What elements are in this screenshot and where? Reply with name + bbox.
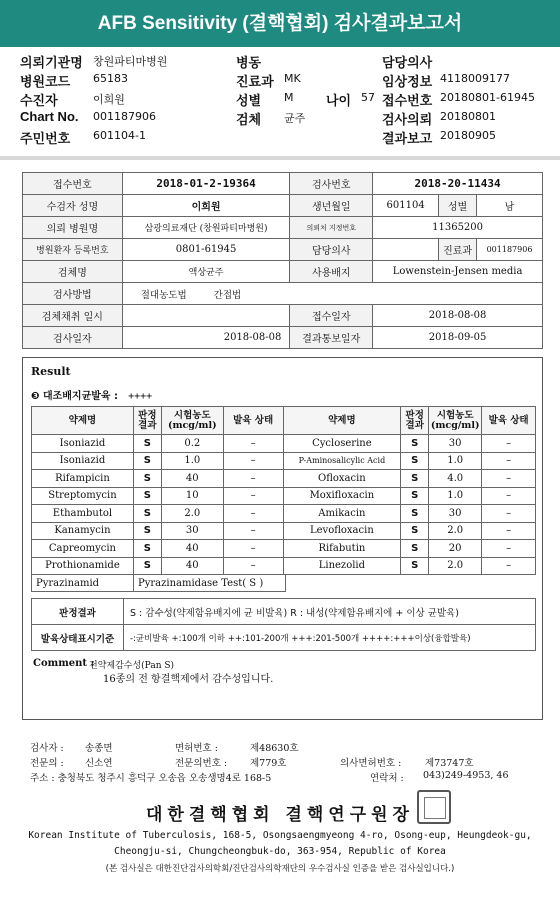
info-label: 검체명: [23, 261, 123, 283]
result-cell: S: [401, 470, 429, 488]
info-label: 의뢰 병원명: [23, 217, 123, 239]
col-header: 약제명: [283, 407, 401, 435]
concentration-cell: 4.0: [429, 470, 482, 488]
contact-label: 연락처 :: [370, 773, 404, 784]
result-cell: S: [401, 487, 429, 505]
agency-number-value: 11365200: [373, 217, 543, 239]
chart-no-value: 001187906: [93, 110, 156, 123]
result-report-value: 20180905: [440, 129, 496, 142]
growth-cell: –: [482, 452, 536, 470]
table-row: [32, 557, 536, 575]
control-culture-value: ++++: [128, 391, 153, 402]
drug-name-cell: Rifabutin: [283, 540, 401, 558]
growth-cell: –: [482, 435, 536, 453]
growth-cell: –: [223, 470, 283, 488]
patient-label: 수진자: [20, 93, 58, 108]
concentration-cell: 40: [161, 470, 223, 488]
receipt-no-value: 2018-01-2-19364: [122, 173, 290, 195]
report-date-value: 2018-09-05: [373, 327, 543, 349]
result-cell: S: [401, 557, 429, 575]
concentration-cell: 0.2: [161, 435, 223, 453]
patient-value: 이희원: [93, 93, 125, 106]
result-cell: S: [133, 505, 161, 523]
resident-no-label: 주민번호: [20, 131, 71, 146]
col-header: 판정 결과: [133, 407, 161, 435]
certification-note: (본 검사실은 대한진단검사의학회/진단검사의학재단의 우수검사실 인증을 받은 검사실입니다.): [105, 864, 455, 874]
info-label: 검체채취 일시: [23, 305, 123, 327]
address: 주소 : 충청북도 청주시 흥덕구 오송읍 오송생명4로 168-5: [30, 773, 272, 784]
report-title: AFB Sensitivity (결핵협회) 검사결과보고서: [0, 0, 560, 47]
license-value: 제48630호: [250, 743, 299, 754]
specimen-name-value: 액상균주: [122, 261, 290, 283]
growth-cell: –: [223, 522, 283, 540]
report-document: [0, 160, 560, 897]
patient-info-table: [22, 172, 543, 349]
result-cell: S: [133, 470, 161, 488]
concentration-cell: 1.0: [161, 452, 223, 470]
legend-table: [31, 598, 536, 651]
concentration-cell: 30: [161, 522, 223, 540]
specimen-label: 검체: [236, 112, 262, 127]
method-value-1: 절대농도법: [140, 289, 187, 301]
growth-label: 발육상태표시기준: [32, 625, 124, 651]
growth-cell: –: [482, 470, 536, 488]
resident-no-value: 601104-1: [93, 129, 146, 142]
registration-number-value: 0801-61945: [122, 239, 290, 261]
info-label: 담당의사: [290, 239, 373, 261]
collection-date-value: [122, 305, 290, 327]
table-row: [32, 540, 536, 558]
doctor-value: [373, 239, 439, 261]
drug-name-cell: P-Aminosalicylic Acid: [283, 452, 401, 470]
info-label: 진료과: [439, 239, 477, 261]
drug-name-cell: Streptomycin: [32, 487, 134, 505]
license-label: 면허번호 :: [175, 743, 218, 754]
judge-label: 판정결과: [32, 599, 124, 625]
table-row: [32, 522, 536, 540]
result-cell: S: [133, 435, 161, 453]
dept-value: 001187906: [477, 239, 543, 261]
specimen-value: 균주: [284, 112, 306, 125]
test-request-value: 20180801: [440, 110, 496, 123]
test-request-label: 검사의뢰: [382, 112, 433, 127]
media-value: Lowenstein-Jensen media: [373, 261, 543, 283]
growth-cell: –: [482, 522, 536, 540]
drug-name-cell: Capreomycin: [32, 540, 134, 558]
drug-name-cell: Levofloxacin: [283, 522, 401, 540]
ward-label: 병동: [236, 55, 262, 70]
hospital-name-label: 의뢰기관명: [20, 55, 83, 70]
concentration-cell: 2.0: [161, 505, 223, 523]
table-row: [32, 487, 536, 505]
institute-name: 대한결핵협회 결핵연구원장: [146, 805, 414, 825]
growth-text: -:균비발육 +:100개 이하 ++:101-200개 +++:201-500개 ++++:+++이상(융합발육): [124, 625, 536, 651]
english-address-line-1: Korean Institute of Tuberculosis, 168-5, Osongsaengmyeong 4-ro, Osong-eup, Heungdeok-gu,: [28, 830, 532, 841]
drug-name-cell: Moxifloxacin: [283, 487, 401, 505]
result-cell: S: [133, 487, 161, 505]
growth-cell: –: [482, 540, 536, 558]
pyrazinamide-row: [31, 574, 286, 592]
growth-cell: –: [482, 505, 536, 523]
control-culture-label: ❸ 대조배지균발육 :: [31, 391, 119, 402]
chart-no-label: Chart No.: [20, 109, 79, 124]
age-label: 나이: [326, 93, 352, 108]
method-value-2: 간접법: [213, 289, 242, 301]
drug-name-cell: Amikacin: [283, 505, 401, 523]
specialist-no-value: 제779호: [250, 758, 287, 769]
department-label: 진료과: [236, 74, 274, 89]
drug-name-cell: Ethambutol: [32, 505, 134, 523]
request-header: [20, 52, 555, 152]
drug-name-cell: Cycloserine: [283, 435, 401, 453]
test-no-value: 2018-20-11434: [373, 173, 543, 195]
concentration-cell: 10: [161, 487, 223, 505]
comment-line-2: 16종의 전 항결핵제에서 감수성입니다.: [103, 674, 274, 685]
col-header: 판정 결과: [401, 407, 429, 435]
contact-value: 043)249-4953, 46: [423, 770, 509, 781]
table-row: [32, 470, 536, 488]
judge-text: S : 감수성(약제함유배지에 균 비발육) R : 내성(약제함유배지에 + 이상 균발육): [124, 599, 536, 625]
comment-line-1: 전약제감수성(Pan S): [89, 661, 175, 671]
info-label: 결과통보일자: [290, 327, 373, 349]
table-row: [32, 435, 536, 453]
info-label: 병원환자 등록번호: [23, 239, 123, 261]
col-header: 시험농도 (mcg/ml): [161, 407, 223, 435]
clinical-info-value: 4118009177: [440, 72, 510, 85]
concentration-cell: 2.0: [429, 522, 482, 540]
concentration-cell: 1.0: [429, 487, 482, 505]
drug-name-cell: Prothionamide: [32, 557, 134, 575]
age-value: 57: [361, 91, 375, 104]
growth-cell: –: [223, 435, 283, 453]
control-culture: [31, 387, 152, 402]
tester-label: 검사자 :: [30, 743, 64, 754]
specialist-no-label: 전문의번호 :: [175, 758, 228, 769]
result-cell: S: [401, 435, 429, 453]
col-header: 발육 상태: [482, 407, 536, 435]
receipt-date-value: 2018-08-08: [373, 305, 543, 327]
clinical-info-label: 임상정보: [382, 74, 433, 89]
concentration-cell: 2.0: [429, 557, 482, 575]
sex-value-table: 남: [477, 195, 543, 217]
info-label: 접수일자: [290, 305, 373, 327]
dob-value: 601104: [373, 195, 439, 217]
receipt-number-label: 접수번호: [382, 93, 433, 108]
drug-name-cell: Ofloxacin: [283, 470, 401, 488]
seal-stamp-icon: [417, 790, 451, 824]
info-label: 검사방법: [23, 283, 123, 305]
col-header: 약제명: [32, 407, 134, 435]
growth-cell: –: [223, 452, 283, 470]
concentration-cell: 40: [161, 557, 223, 575]
info-label: 접수번호: [23, 173, 123, 195]
growth-cell: –: [223, 487, 283, 505]
concentration-cell: 30: [429, 435, 482, 453]
tester-value: 송종면: [85, 743, 113, 754]
hospital-code-value: 65183: [93, 72, 128, 85]
drug-name-cell: Linezolid: [283, 557, 401, 575]
result-cell: S: [133, 452, 161, 470]
result-cell: S: [401, 540, 429, 558]
info-label: 검사번호: [290, 173, 373, 195]
info-label: 생년월일: [290, 195, 373, 217]
specialist-value: 신소연: [85, 758, 113, 769]
doctor-license-label: 의사면허번호 :: [340, 758, 402, 769]
growth-cell: –: [223, 540, 283, 558]
requesting-hospital-value: 삼광의료재단 (창원파티마병원): [122, 217, 290, 239]
pza-value: Pyrazinamidase Test( S ): [134, 575, 286, 592]
sex-value: M: [284, 91, 294, 104]
test-date-value: 2018-08-08: [122, 327, 290, 349]
growth-cell: –: [223, 557, 283, 575]
concentration-cell: 40: [161, 540, 223, 558]
doctor-label: 담당의사: [382, 55, 433, 70]
info-label: 사용배지: [290, 261, 373, 283]
drug-name-cell: Isoniazid: [32, 452, 134, 470]
patient-name-value: 이희원: [122, 195, 290, 217]
result-title: Result: [31, 365, 71, 378]
receipt-number-value: 20180801-61945: [440, 91, 535, 104]
info-label: 수검자 성명: [23, 195, 123, 217]
growth-cell: –: [223, 505, 283, 523]
result-cell: S: [133, 522, 161, 540]
table-row: [32, 505, 536, 523]
result-cell: S: [401, 452, 429, 470]
result-cell: S: [401, 505, 429, 523]
info-label: 검사일자: [23, 327, 123, 349]
concentration-cell: 30: [429, 505, 482, 523]
info-label: 성별: [439, 195, 477, 217]
drug-name-cell: Isoniazid: [32, 435, 134, 453]
result-cell: S: [401, 522, 429, 540]
concentration-cell: 1.0: [429, 452, 482, 470]
concentration-cell: 20: [429, 540, 482, 558]
table-row: [32, 452, 536, 470]
doctor-license-value: 제73747호: [425, 758, 474, 769]
hospital-code-label: 병원코드: [20, 74, 71, 89]
english-address-line-2: Cheongju-si, Chungcheongbuk-do, 363-954, Republic of Korea: [114, 846, 446, 857]
info-label: 의뢰처 지정번호: [290, 217, 373, 239]
result-cell: S: [133, 540, 161, 558]
drug-name-cell: Kanamycin: [32, 522, 134, 540]
growth-cell: –: [482, 487, 536, 505]
col-header: 시험농도 (mcg/ml): [429, 407, 482, 435]
specialist-label: 전문의 :: [30, 758, 64, 769]
growth-cell: –: [482, 557, 536, 575]
department-value: MK: [284, 72, 301, 85]
hospital-name-value: 창원파티마병원: [93, 55, 168, 68]
drug-name-cell: Rifampicin: [32, 470, 134, 488]
col-header: 발육 상태: [223, 407, 283, 435]
drug-sensitivity-table: [31, 406, 536, 575]
sex-label: 성별: [236, 93, 262, 108]
comment-label: Comment :: [33, 658, 95, 669]
pza-label: Pyrazinamid: [32, 575, 134, 592]
result-section: [22, 357, 543, 720]
result-cell: S: [133, 557, 161, 575]
result-report-label: 결과보고: [382, 131, 433, 146]
